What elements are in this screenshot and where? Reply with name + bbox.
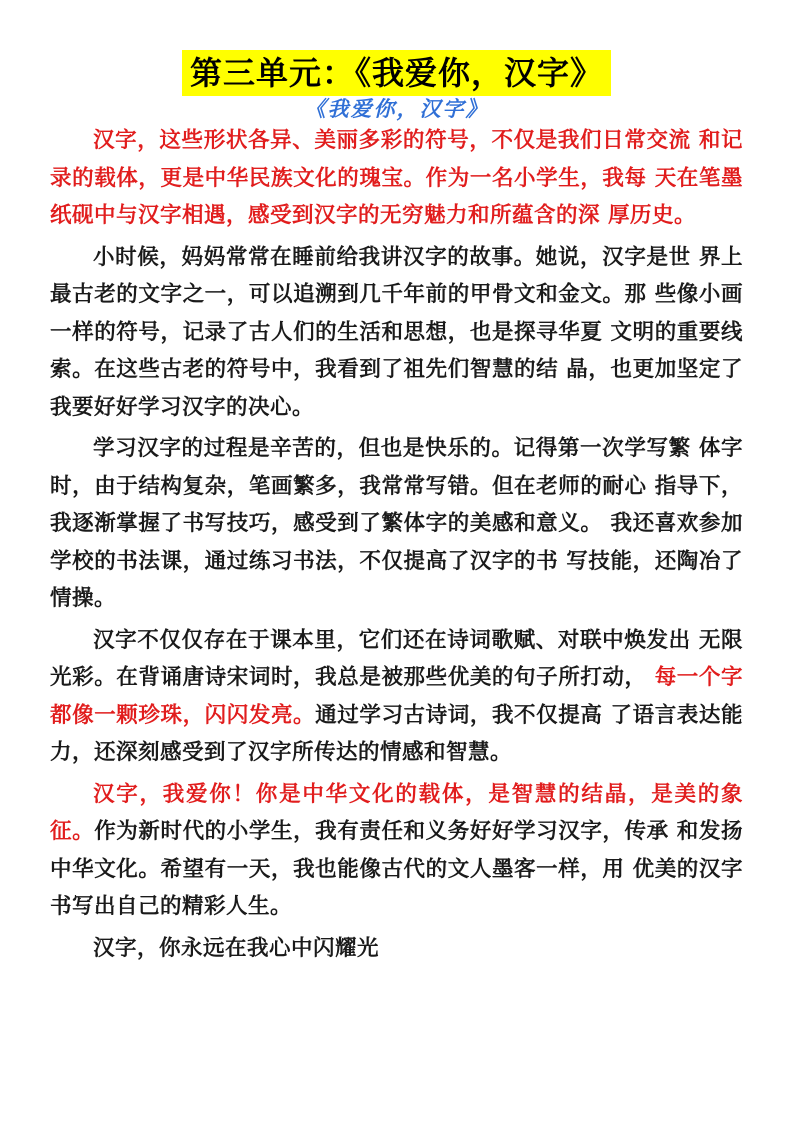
paragraph-6-text: 汉字，你永远在我心中闪耀光 xyxy=(93,935,380,961)
paragraph-4-text-a: 汉字不仅仅存在于课本里，它们还在诗词歌赋、对联中焕发出 无限光彩。在背诵唐诗宋词时，我总是被那些优美的句子所打动， xyxy=(50,627,743,690)
paragraph-4 xyxy=(50,622,743,772)
paragraph-4-highlight: 每一个字都像一颗珍珠，闪闪发亮。 xyxy=(50,665,743,728)
paragraph-5 xyxy=(50,776,743,926)
paragraph-3 xyxy=(50,430,743,618)
document-subtitle: 《我爱你，汉字》 xyxy=(304,96,489,121)
title-block xyxy=(0,50,793,96)
paragraph-3-text: 学习汉字的过程是辛苦的，但也是快乐的。记得第一次学写繁 体字时，由于结构复杂，笔画繁多，我常常写错。但在老师的耐心 指导下，我逐渐掌握了书写技巧，感受到了繁体字的美感和意义。 我还喜欢参加学校的书法课，通过练习书法，不仅提高了汉字的书 写技能，还陶冶了情操。 xyxy=(50,436,743,611)
paragraph-6 xyxy=(50,930,743,968)
paragraph-2 xyxy=(50,239,743,427)
paragraph-1-text: 汉字，这些形状各异、美丽多彩的符号，不仅是我们日常交流 和记录的载体，更是中华民族文化的瑰宝。作为一名小学生，我每 天在笔墨纸砚中与汉字相遇，感受到汉字的无穷魅力和所蕴含的深 厚历史。 xyxy=(50,128,743,228)
paragraph-2-text: 小时候，妈妈常常在睡前给我讲汉字的故事。她说，汉字是世 界上最古老的文字之一，可以追溯到几千年前的甲骨文和金文。那 些像小画一样的符号，记录了古人们的生活和思想，也是探寻华夏 文明的重要线索。在这些古老的符号中，我看到了祖先们智慧的结 晶，也更加坚定了我要好好学习汉字的决心。 xyxy=(50,244,743,420)
paragraph-1 xyxy=(50,122,743,235)
paragraph-5-highlight: 汉字，我爱你！你是中华文化的载体，是智慧的结晶，是美的象征。 xyxy=(50,781,743,844)
paragraph-5-text: 作为新时代的小学生，我有责任和义务好好学习汉字，传承 和发扬中华文化。希望有一天，我也能像古代的文人墨客一样，用 优美的汉字书写出自己的精彩人生。 xyxy=(50,819,743,919)
paragraph-4-text-b: 通过学习古诗词，我不仅提高 了语言表达能力，还深刻感受到了汉字所传达的情感和智慧。 xyxy=(50,702,743,765)
essay-body xyxy=(50,122,743,971)
document-title: 第三单元：《我爱你，汉字》 xyxy=(182,50,611,96)
